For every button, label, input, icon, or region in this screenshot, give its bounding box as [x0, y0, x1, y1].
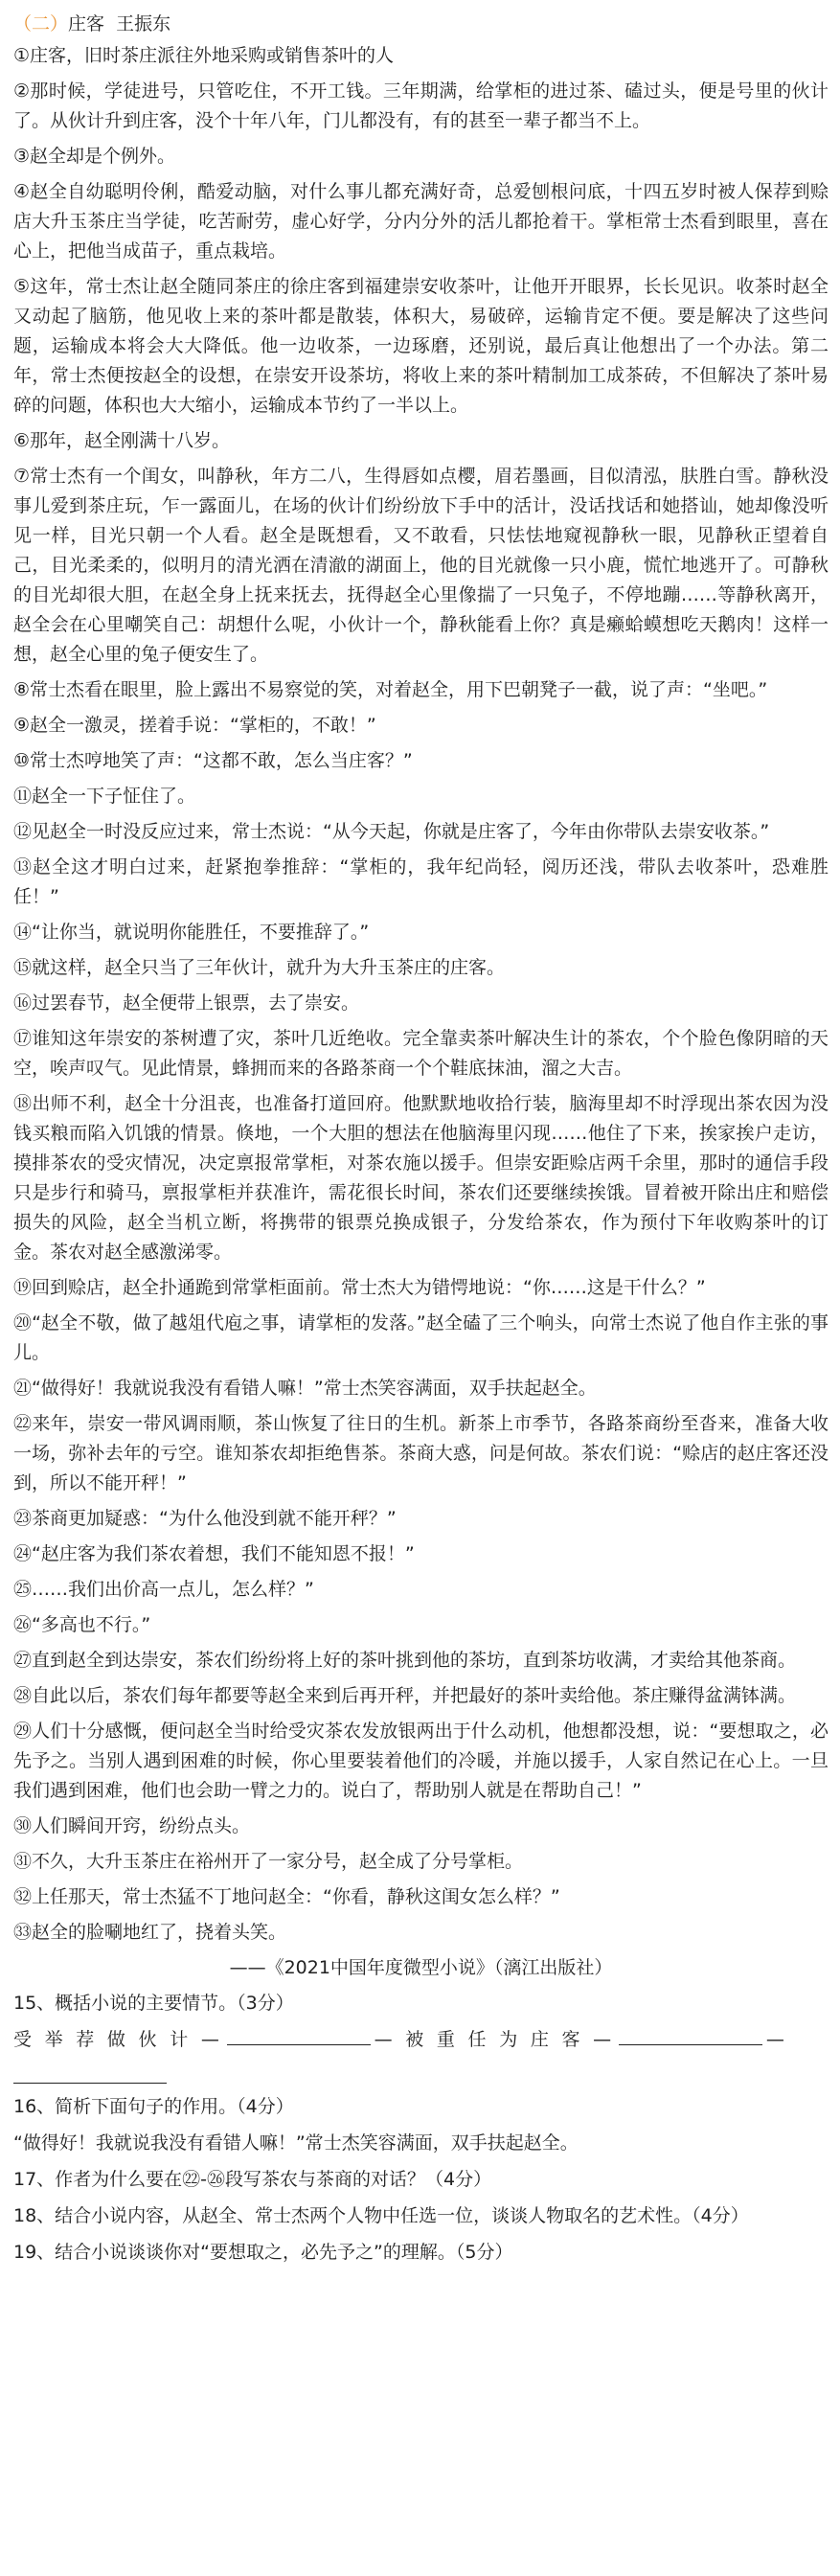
paragraph-24: ㉔“赵庄客为我们茶农着想，我们不能知恩不报！” — [13, 1543, 415, 1564]
paragraph-23: ㉓茶商更加疑惑：“为什么他没到就不能开秤？” — [13, 1508, 397, 1529]
plot-chain-middle: — 被 重 任 为 庄 客 — — [374, 2029, 615, 2050]
paragraph-25: ㉕……我们出价高一点儿，怎么样？” — [13, 1579, 314, 1600]
paragraph-19: ⑲回到赊店，赵全扑通跪到常掌柜面前。常士杰大为错愕地说：“你……这是干什么？” — [13, 1277, 706, 1298]
paragraph-3: ③赵全却是个例外。 — [13, 146, 176, 167]
paragraph-14: ⑭“让你当，就说明你能胜任，不要推辞了。” — [13, 922, 370, 943]
paragraph-28: ㉘自此以后，茶农们每年都要等赵全来到后再开秤，并把最好的茶叶卖给他。茶庄赚得盆满钵满。 — [13, 1685, 797, 1706]
section-marker: （二） — [13, 13, 69, 34]
paragraph-11: ⑪赵全一下子怔住了。 — [13, 786, 196, 807]
story-title-line — [13, 10, 829, 39]
paragraph-27: ㉗直到赵全到达崇安，茶农们纷纷将上好的茶叶挑到他的茶坊，直到茶坊收满，才卖给其他茶商。 — [13, 1650, 797, 1671]
paragraph-29: ㉙人们十分感慨，便问赵全当时给受灾茶农发放银两出于什么动机，他想都没想，说：“要想取之，必先予之。当别人遇到困难的时候，你心里要装着他们的冷暖，并施以援手，人家自然记在心上。一旦我们遇到困难，他们也会助一臂之力的。说白了，帮助别人就是在帮助自己！” — [13, 1721, 829, 1801]
story-body — [13, 41, 829, 1948]
question-16: 16、简析下面句子的作用。（4分） — [13, 2096, 294, 2117]
question-16-quote: “做得好！我就说我没有看错人嘛！”常士杰笑容满面，双手扶起赵全。 — [13, 2132, 579, 2154]
answer-blank-2[interactable] — [619, 2025, 762, 2045]
paragraph-10: ⑩常士杰哼地笑了声：“这都不敢，怎么当庄客？” — [13, 750, 413, 771]
paragraph-26: ㉖“多高也不行。” — [13, 1614, 151, 1635]
paragraph-22: ㉒来年，崇安一带风调雨顺，茶山恢复了往日的生机。新茶上市季节，各路茶商纷至沓来，准备大收一场，弥补去年的亏空。谁知茶农却拒绝售茶。茶商大惑，问是何故。茶农们说：“赊店的赵庄客还没到，所以不能开秤！” — [13, 1413, 829, 1493]
paragraph-12: ⑫见赵全一时没反应过来，常士杰说：“从今天起，你就是庄客了，今年由你带队去崇安收茶。” — [13, 821, 770, 842]
paragraph-7: ⑦常士杰有一个闺女，叫静秋，年方二八，生得唇如点樱，眉若墨画，目似清泓，肤胜白雪。静秋没事儿爱到茶庄玩，乍一露面儿，在场的伙计们纷纷放下手中的活计，没话找话和她搭讪，她却像没听见一样，目光只朝一个人看。赵全是既想看，又不敢看，只怯怯地窥视静秋一眼，见静秋正望着自己，目光柔柔的，似明月的清光洒在清澈的湖面上，他的目光就像一只小鹿，慌忙地逃开了。可静秋的目光却很大胆，在赵全身上抚来抚去，抚得赵全心里像揣了一只兔子，不停地蹦……等静秋离开，赵全会在心里嘲笑自己：胡想什么呢，小伙计一个，静秋能看上你？真是癞蛤蟆想吃天鹅肉！这样一想，赵全心里的兔子便安生了。 — [13, 466, 829, 665]
story-title: 庄客 — [68, 13, 105, 34]
plot-chain-start: 受 举 荐 做 伙 计 — — [13, 2029, 223, 2050]
plot-chain-answer — [13, 2025, 829, 2055]
paragraph-33: ㉝赵全的脸唰地红了，挠着头笑。 — [13, 1922, 287, 1943]
paragraph-31: ㉛不久，大升玉茶庄在裕州开了一家分号，赵全成了分号掌柜。 — [13, 1851, 524, 1872]
paragraph-30: ㉚人们瞬间开窍，纷纷点头。 — [13, 1815, 251, 1836]
question-19: 19、结合小说谈谈你对“要想取之，必先予之”的理解。（5分） — [13, 2242, 513, 2263]
paragraph-6: ⑥那年，赵全刚满十八岁。 — [13, 430, 231, 451]
paragraph-15: ⑮就这样，赵全只当了三年伙计，就升为大升玉茶庄的庄客。 — [13, 957, 506, 978]
story-author: 王振东 — [116, 13, 171, 34]
paragraph-32: ㉜上任那天，常士杰猛不丁地问赵全：“你看，静秋这闺女怎么样？” — [13, 1886, 560, 1907]
paragraph-21: ㉑“做得好！我就说我没有看错人嘛！”常士杰笑容满面，双手扶起赵全。 — [13, 1378, 597, 1399]
paragraph-13: ⑬赵全这才明白过来，赶紧抱拳推辞：“掌柜的，我年纪尚轻，阅历还浅，带队去收茶叶，恐难胜任！” — [13, 856, 829, 907]
question-15: 15、概括小说的主要情节。（3分） — [13, 1993, 294, 2014]
paragraph-18: ⑱出师不利，赵全十分沮丧，也准备打道回府。他默默地收拾行装，脑海里却不时浮现出茶农因为没钱买粮而陷入饥饿的情景。倏地，一个大胆的想法在他脑海里闪现……他住了下来，挨家挨户走访，摸排茶农的受灾情况，决定禀报常掌柜，对茶农施以援手。但崇安距赊店两千余里，那时的通信手段只是步行和骑马，禀报掌柜并获准许，需花很长时间，茶农们还要继续挨饿。冒着被开除出庄和赔偿损失的风险，赵全当机立断，将携带的银票兑换成银子，分发给茶农，作为预付下年收购茶叶的订金。茶农对赵全感激涕零。 — [13, 1093, 829, 1263]
paragraph-5: ⑤这年，常士杰让赵全随同茶庄的徐庄客到福建崇安收茶叶，让他开开眼界，长长见识。收茶时赵全又动起了脑筋，他见收上来的茶叶都是散装，体积大，易破碎，运输肯定不便。要是解决了这些问题，运输成本将会大大降低。他一边收茶，一边琢磨，还别说，最后真让他想出了一个办法。第二年，常士杰便按赵全的设想，在崇安开设茶坊，将收上来的茶叶精制加工成茶砖，不但解决了茶叶易碎的问题，体积也大大缩小，运输成本节约了一半以上。 — [13, 276, 829, 416]
answer-blank-3[interactable] — [13, 2062, 167, 2084]
source-citation: ——《2021中国年度微型小说》（漓江出版社） — [229, 1957, 613, 1978]
paragraph-4: ④赵全自幼聪明伶俐，酷爱动脑，对什么事儿都充满好奇，总爱刨根问底，十四五岁时被人保荐到赊店大升玉茶庄当学徒，吃苦耐劳，虚心好学，分内分外的活儿都抢着干。掌柜常士杰看到眼里，喜在心上，把他当成苗子，重点栽培。 — [13, 181, 829, 262]
question-17: 17、作者为什么要在㉒-㉖段写茶农与茶商的对话？（4分） — [13, 2169, 492, 2190]
paragraph-2: ②那时候，学徒进号，只管吃住，不开工钱。三年期满，给掌柜的进过茶、磕过头，便是号里的伙计了。从伙计升到庄客，没个十年八年，门儿都没有，有的甚至一辈子都当不上。 — [13, 80, 829, 131]
paragraph-8: ⑧常士杰看在眼里，脸上露出不易察觉的笑，对着赵全，用下巴朝凳子一截，说了声：“坐吧。” — [13, 679, 768, 700]
paragraph-1: ①庄客，旧时茶庄派往外地采购或销售茶叶的人 — [13, 45, 395, 66]
question-18: 18、结合小说内容，从赵全、常士杰两个人物中任选一位，谈谈人物取名的艺术性。（4分） — [13, 2205, 749, 2226]
paragraph-16: ⑯过罢春节，赵全便带上银票，去了崇安。 — [13, 992, 360, 1014]
questions-section — [13, 1989, 829, 2268]
answer-blank-1[interactable] — [227, 2025, 371, 2045]
paragraph-9: ⑨赵全一激灵，搓着手说：“掌柜的，不敢！” — [13, 715, 376, 736]
paragraph-17: ⑰谁知这年崇安的茶树遭了灾，茶叶几近绝收。完全靠卖茶叶解决生计的茶农，个个脸色像阴暗的天空，唉声叹气。见此情景，蜂拥而来的各路茶商一个个鞋底抹油，溜之大吉。 — [13, 1028, 829, 1079]
paragraph-20: ⑳“赵全不敬，做了越俎代庖之事，请掌柜的发落。”赵全磕了三个响头，向常士杰说了他自作主张的事儿。 — [13, 1312, 829, 1363]
plot-chain-end: — — [765, 2029, 788, 2050]
